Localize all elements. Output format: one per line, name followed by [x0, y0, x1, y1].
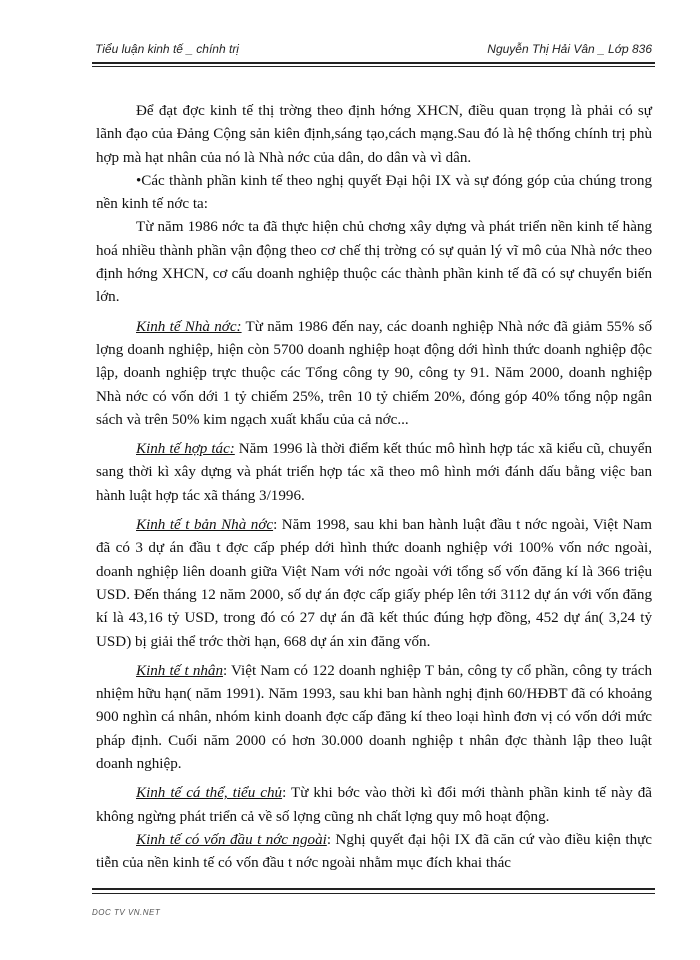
footer-watermark: DOC TV VN.NET: [92, 908, 161, 917]
footer-divider: [92, 888, 655, 890]
section-label-foreign-investment: Kinh tế có vốn đầu t nớc ngoài: [136, 831, 327, 848]
paragraph-cooperative-economy: [96, 438, 652, 508]
section-label-household-economy: Kinh tế cá thể, tiểu chủ: [136, 785, 283, 802]
section-label-private-economy: Kinh tế t nhân: [136, 662, 224, 679]
paragraph-overview: Từ năm 1986 nớc ta đã thực hiện chủ chơng xây dựng và phát triển nền kinh tế hàng hoá nhiều thành phần vận động theo cơ chế thị trờng có sự quản lý vĩ mô của Nhà nớc theo định hớng XHCN, cơ cấu doanh nghiệp thuộc các thành phần kinh tế đã có sự chuyển biến lớn.: [96, 219, 652, 306]
paragraph-foreign-investment: [96, 829, 652, 876]
paragraph-bullet-heading: •Các thành phần kinh tế theo nghị quyết Đại hội IX và sự đóng góp của chúng trong nền kinh tế nớc ta:: [96, 172, 652, 213]
paragraph-state-economy: [96, 316, 652, 432]
footer-divider-thin: [92, 893, 655, 894]
paragraph-state-economy-text: Từ năm 1986 đến nay, các doanh nghiệp Nhà nớc đã giảm 55% số lợng doanh nghiệp, hiện còn 5700 doanh nghiệp hoạt động dới hình thức doanh nghiệp độc lập, doanh nghiệp trực thuộc các Tổng công ty 90, công ty 91. Năm 2000, doanh nghiệp Nhà nớc có vốn dới 1 tỷ chiếm 25%, trên 10 tỷ chiếm 20%, đóng góp 40% tổng nộp ngân sách và trên 50% kim ngạch xuất khẩu của cả nớc...: [96, 318, 652, 428]
header-divider: [92, 62, 655, 64]
paragraph-household-economy-text: : Từ khi bớc vào thời kì đổi mới thành phần kinh tế này đã không ngừng phát triển cả về số lợng cũng nh chất lợng quy mô hoạt động.: [96, 785, 652, 825]
page-header: [95, 42, 652, 56]
paragraph-private-economy-text: : Việt Nam có 122 doanh nghiệp T bản, công ty cổ phần, công ty trách nhiệm hữu hạn( năm 1991). Năm 1993, sau khi ban hành nghị định 60/HĐBT đã có khoảng 900 nghìn cá nhân, nhóm kinh doanh đợc cấp đăng kí theo loại hình đơn vị có vốn dới mức pháp định. Cuối năm 2000 có hơn 30.000 doanh nghiệp t nhân đợc thành lập theo luật doanh nghiệp.: [96, 662, 652, 773]
section-label-cooperative-economy: Kinh tế hợp tác:: [136, 441, 235, 458]
header-left-title: Tiểu luận kinh tế _ chính trị: [95, 42, 239, 56]
section-label-state-economy: Kinh tế Nhà nớc:: [136, 318, 242, 335]
paragraph-household-economy: [96, 782, 652, 829]
paragraph-state-capitalism-text: : Năm 1998, sau khi ban hành luật đầu t nớc ngoài, Việt Nam đã có 3 dự án đầu t đợc cấp phép dới hình thức doanh nghiệp với 100% vốn nớc ngoài, doanh nghiệp liên doanh giữa Việt Nam với nớc ngoài với tổng số vốn đăng kí là 366 triệu USD. Đến tháng 12 năm 2000, số dự án đợc cấp giấy phép lên tới 3112 dự án với vốn đăng kí là 43,16 tỷ USD, trong đó có 27 dự án đã kết thúc đúng hợp đồng, 452 dự án( 3,24 tỷ USD) bị giải thể trớc thời hạn, 668 dự án xin đăng vốn.: [96, 517, 652, 650]
section-label-state-capitalism: Kinh tế t bản Nhà nớc: [136, 517, 274, 534]
paragraph-foreign-investment-text: : Nghị quyết đại hội IX đã căn cứ vào điều kiện thực tiễn của nền kinh tế có vốn đầu t nớc ngoài nhằm mục đích khai thác: [96, 831, 652, 872]
header-divider-thin: [92, 66, 655, 67]
paragraph-state-capitalism: [96, 514, 652, 654]
paragraph-cooperative-economy-text: Năm 1996 là thời điểm kết thúc mô hình hợp tác xã kiểu cũ, chuyển sang thời kì xây dựng và phát triển hợp tác xã theo mô hình mới đánh dấu bằng việc ban hành luật hợp tác xã tháng 3/1996.: [96, 441, 653, 504]
document-body: [96, 100, 652, 876]
paragraph-intro: Để đạt đợc kinh tế thị trờng theo định hớng XHCN, điều quan trọng là phải có sự lãnh đạo của Đảng Cộng sản kiên định,sáng tạo,cách mạng.Sau đó là hệ thống chính trị phù hợp mà hạt nhân của nó là Nhà nớc của dân, do dân và vì dân.: [96, 103, 652, 166]
paragraph-private-economy: [96, 660, 652, 776]
header-right-author: Nguyễn Thị Hải Vân _ Lớp 836: [487, 42, 652, 56]
